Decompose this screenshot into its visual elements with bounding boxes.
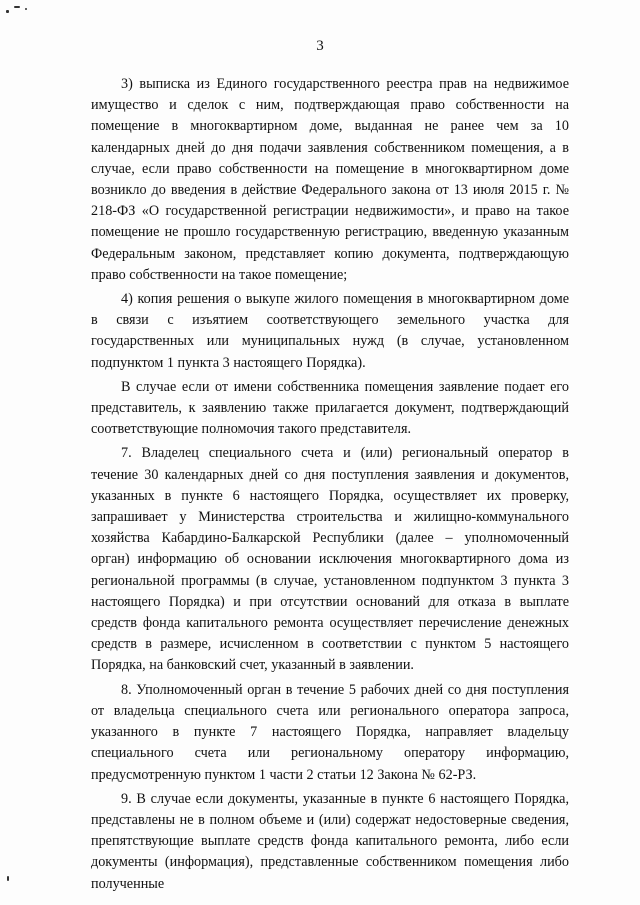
paragraph-representative: В случае если от имени собственника помещения заявление подает его представитель, к заявлению также прилагается документ, подтверждающий соответствующие полномочия такого представителя. <box>91 378 569 438</box>
page-number: 3 <box>316 38 324 54</box>
scan-mark <box>25 8 27 10</box>
scan-mark <box>14 6 20 8</box>
paragraph-8: 8. Уполномоченный орган в течение 5 рабочих дней со дня поступления от владельца специального счета или регионального оператора запроса, указанного в пункте 7 настоящего Порядка, направляет владельцу специального счета или региональному оператору информацию, предусмотренную пунктом 1 части 2 статьи 12 Закона № 62-РЗ. <box>91 681 569 783</box>
document-body <box>91 74 569 895</box>
paragraph-9: 9. В случае если документы, указанные в пункте 6 настоящего Порядка, представлены не в полном объеме и (или) содержат недостоверные сведения, препятствующие выплате средств фонда капитального ремонта, либо если документы (информация), представленные собственником помещения либо полученные <box>91 790 569 892</box>
paragraph-item-3: 3) выписка из Единого государственного реестра прав на недвижимое имущество и сделок с ним, подтверждающая право собственности на помещение в многоквартирном доме, выданная не ранее чем за 10 календарных дней до дня подачи заявления собственником помещения, а в случае, если право собственности на помещение в многоквартирном доме возникло до введения в действие Федерального закона от 13 июля 2015 г. № 218-ФЗ «О государственной регистрации недвижимости», и право на такое помещение не прошло государственную регистрацию, введенную указанным Федеральным законом, представляет копию документа, подтверждающую право собственности на такое помещение; <box>91 76 569 283</box>
scan-mark <box>7 876 9 881</box>
scan-mark <box>6 10 9 13</box>
paragraph-item-4: 4) копия решения о выкупе жилого помещения в многоквартирном доме в связи с изъятием соответствующего земельного участка для государственных или муниципальных нужд (в случае, установленном подпунктом 1 пункта 3 настоящего Порядка). <box>91 291 569 371</box>
paragraph-7: 7. Владелец специального счета и (или) региональный оператор в течение 30 календарных дней со дня поступления заявления и документов, указанных в пункте 6 настоящего Порядка, осуществляет их проверку, запрашивает у Министерства строительства и жилищно-коммунального хозяйства Кабардино-Балкарской Республики (далее – уполномоченный орган) информацию об основании исключения многоквартирного дома из региональной программы (в случае, установленном подпунктом 3 пункта 3 настоящего Порядка) и при отсутствии оснований для отказа в выплате средств фонда капитального ремонта осуществляет перечисление денежных средств в размере, исчисленном в соответствии с пунктом 5 настоящего Порядка, на банковский счет, указанный в заявлении. <box>91 445 569 674</box>
